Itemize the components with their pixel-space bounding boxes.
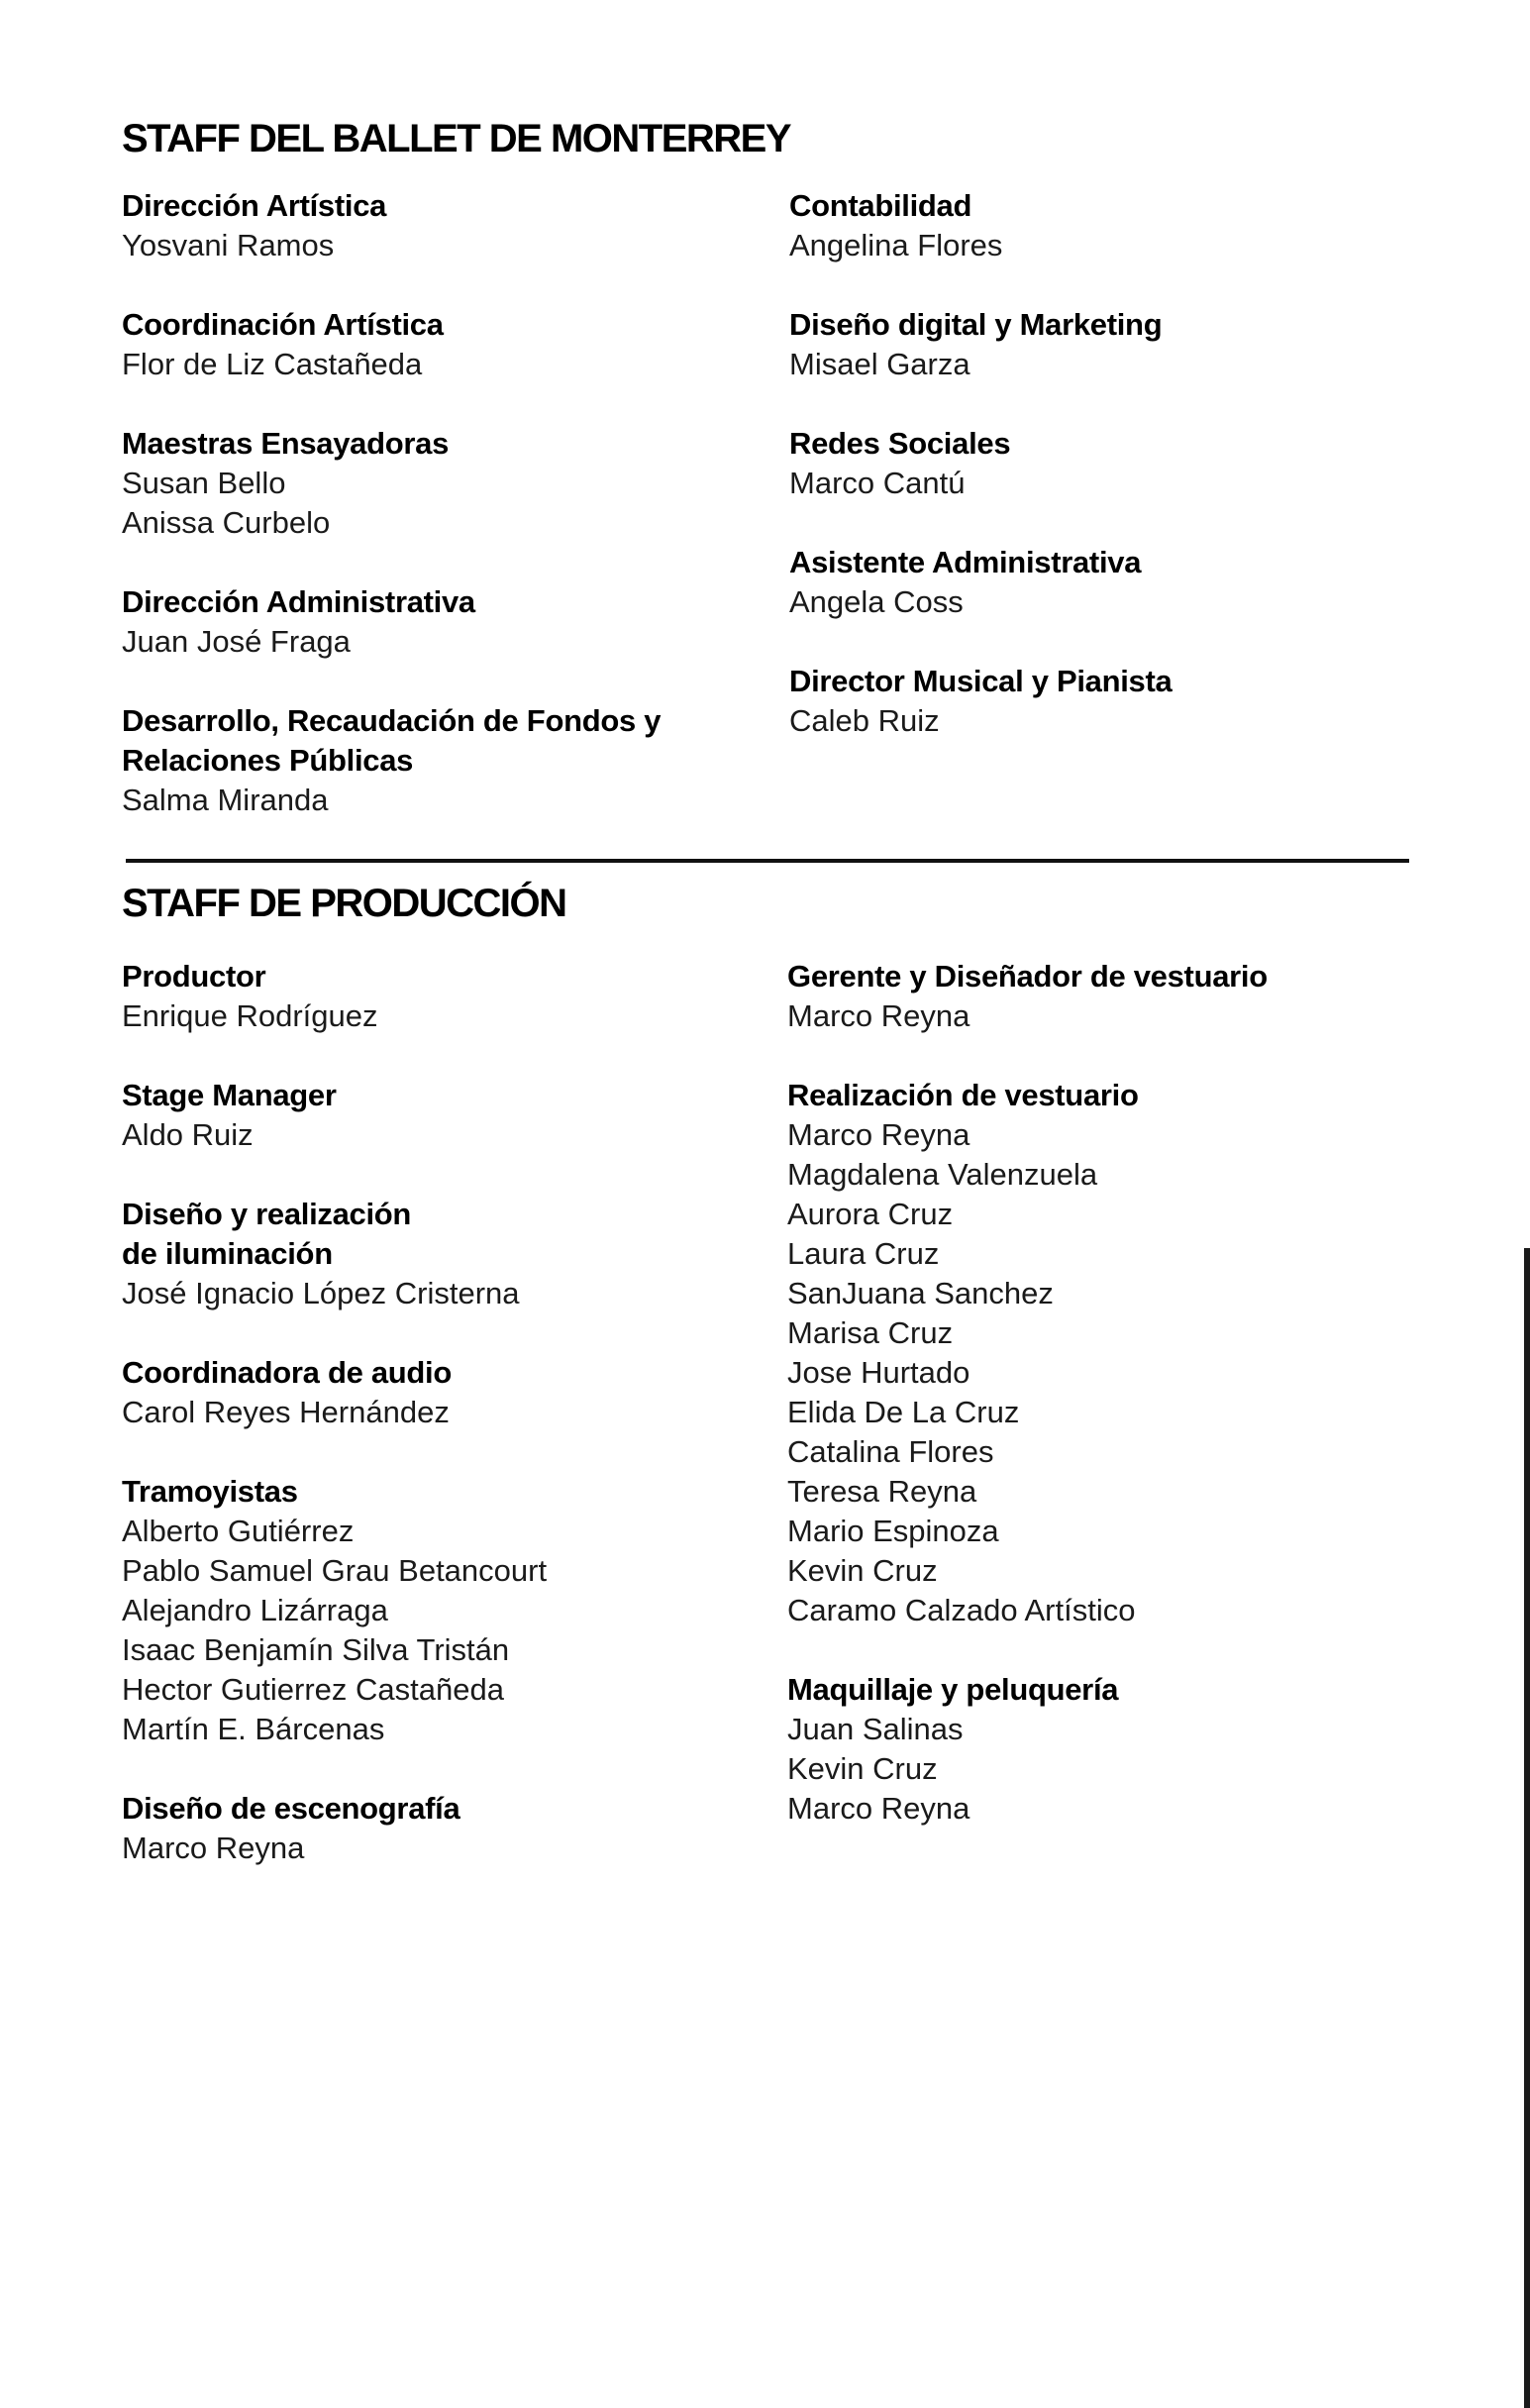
staff-role-line: Tramoyistas xyxy=(122,1474,298,1509)
staff-entry xyxy=(122,186,795,265)
staff-entry xyxy=(122,1789,795,1868)
staff-role-line: Stage Manager xyxy=(122,1078,337,1112)
staff-name: Mario Espinoza xyxy=(787,1514,999,1548)
staff-role xyxy=(789,543,1463,582)
staff-role-line: Maquillaje y peluquería xyxy=(787,1672,1119,1707)
staff-entry xyxy=(122,1195,795,1313)
ballet-staff-left-column xyxy=(122,186,795,820)
staff-name: Alejandro Lizárraga xyxy=(122,1593,388,1627)
staff-name: Kevin Cruz xyxy=(787,1751,938,1786)
staff-entry xyxy=(122,582,795,662)
entry-spacer xyxy=(122,1155,795,1195)
section-divider xyxy=(126,859,1409,863)
staff-role xyxy=(122,1472,795,1512)
staff-entry xyxy=(787,1076,1461,1630)
staff-name: Carol Reyes Hernández xyxy=(122,1395,450,1429)
production-staff-left-column xyxy=(122,957,795,1868)
staff-name: Magdalena Valenzuela xyxy=(787,1157,1098,1192)
staff-name: Marco Reyna xyxy=(787,998,970,1033)
staff-name: Juan Salinas xyxy=(787,1712,964,1746)
staff-role xyxy=(787,957,1461,996)
staff-name: Flor de Liz Castañeda xyxy=(122,347,423,381)
staff-role-line: Director Musical y Pianista xyxy=(789,664,1173,698)
staff-role-line: Productor xyxy=(122,959,266,994)
staff-role xyxy=(787,1076,1461,1115)
staff-entry xyxy=(122,701,795,820)
staff-name: Caramo Calzado Artístico xyxy=(787,1593,1136,1627)
staff-name: Aurora Cruz xyxy=(787,1197,954,1231)
entry-spacer xyxy=(122,543,795,582)
staff-role-line: Diseño digital y Marketing xyxy=(789,307,1163,342)
staff-name: Kevin Cruz xyxy=(787,1553,938,1588)
staff-role-line: Desarrollo, Recaudación de Fondos y xyxy=(122,703,662,738)
staff-role xyxy=(789,305,1463,345)
staff-entry xyxy=(122,305,795,384)
entry-spacer xyxy=(122,265,795,305)
entry-spacer xyxy=(122,1749,795,1789)
staff-role xyxy=(122,582,795,622)
entry-spacer xyxy=(787,1036,1461,1076)
ballet-staff-right-column xyxy=(789,186,1463,741)
staff-role xyxy=(122,701,795,781)
entry-spacer xyxy=(789,384,1463,424)
staff-name: Caleb Ruiz xyxy=(789,703,940,738)
staff-role xyxy=(789,424,1463,464)
staff-name: Marisa Cruz xyxy=(787,1315,954,1350)
staff-name: Salma Miranda xyxy=(122,783,329,817)
entry-spacer xyxy=(122,662,795,701)
entry-spacer xyxy=(122,1313,795,1353)
staff-name: Catalina Flores xyxy=(787,1434,994,1469)
staff-name: Aldo Ruiz xyxy=(122,1117,254,1152)
staff-role xyxy=(122,186,795,226)
staff-role xyxy=(122,305,795,345)
staff-role xyxy=(122,424,795,464)
entry-spacer xyxy=(122,1036,795,1076)
staff-name: José Ignacio López Cristerna xyxy=(122,1276,520,1310)
staff-role-line: Coordinadora de audio xyxy=(122,1355,452,1390)
entry-spacer xyxy=(122,384,795,424)
staff-role xyxy=(122,1076,795,1115)
staff-entry xyxy=(789,543,1463,622)
staff-name: Marco Reyna xyxy=(787,1791,970,1826)
staff-name: Angela Coss xyxy=(789,584,964,619)
staff-entry xyxy=(122,957,795,1036)
staff-name: Enrique Rodríguez xyxy=(122,998,378,1033)
staff-name: Alberto Gutiérrez xyxy=(122,1514,355,1548)
staff-role-line: Diseño y realización xyxy=(122,1197,412,1231)
staff-entry xyxy=(789,186,1463,265)
staff-entry xyxy=(787,957,1461,1036)
staff-name: Yosvani Ramos xyxy=(122,228,335,262)
staff-entry xyxy=(789,424,1463,503)
staff-role-line: Asistente Administrativa xyxy=(789,545,1142,579)
entry-spacer xyxy=(789,503,1463,543)
staff-name: Elida De La Cruz xyxy=(787,1395,1020,1429)
staff-role xyxy=(122,957,795,996)
staff-name: Hector Gutierrez Castañeda xyxy=(122,1672,504,1707)
staff-entry xyxy=(122,424,795,543)
staff-name: Laura Cruz xyxy=(787,1236,940,1271)
page-edge-bar xyxy=(1524,1248,1530,2408)
entry-spacer xyxy=(789,265,1463,305)
production-staff-title: STAFF DE PRODUCCIÓN xyxy=(122,882,566,925)
staff-role-line: Realización de vestuario xyxy=(787,1078,1139,1112)
staff-role xyxy=(787,1670,1461,1710)
staff-entry xyxy=(789,305,1463,384)
staff-name: Marco Reyna xyxy=(122,1831,305,1865)
staff-role-line: Redes Sociales xyxy=(789,426,1011,461)
staff-name: Teresa Reyna xyxy=(787,1474,977,1509)
staff-name: Marco Cantú xyxy=(789,466,966,500)
staff-role xyxy=(122,1195,795,1274)
staff-role-line: Dirección Artística xyxy=(122,188,387,223)
entry-spacer xyxy=(787,1630,1461,1670)
staff-name: Martín E. Bárcenas xyxy=(122,1712,385,1746)
staff-entry xyxy=(789,662,1463,741)
staff-entry xyxy=(122,1472,795,1749)
staff-role xyxy=(122,1789,795,1829)
ballet-staff-title: STAFF DEL BALLET DE MONTERREY xyxy=(122,117,791,160)
staff-role-line: Contabilidad xyxy=(789,188,972,223)
staff-name: Anissa Curbelo xyxy=(122,505,331,540)
staff-name: Susan Bello xyxy=(122,466,286,500)
staff-entry xyxy=(122,1076,795,1155)
staff-entry xyxy=(122,1353,795,1432)
staff-role-line: Diseño de escenografía xyxy=(122,1791,460,1826)
staff-role-line: de iluminación xyxy=(122,1236,333,1271)
staff-role-line: Relaciones Públicas xyxy=(122,743,414,778)
staff-name: Pablo Samuel Grau Betancourt xyxy=(122,1553,548,1588)
staff-role-line: Gerente y Diseñador de vestuario xyxy=(787,959,1268,994)
entry-spacer xyxy=(789,622,1463,662)
staff-role xyxy=(789,662,1463,701)
staff-role-line: Dirección Administrativa xyxy=(122,584,475,619)
staff-name: Isaac Benjamín Silva Tristán xyxy=(122,1632,510,1667)
staff-name: SanJuana Sanchez xyxy=(787,1276,1054,1310)
staff-name: Misael Garza xyxy=(789,347,970,381)
staff-role xyxy=(122,1353,795,1393)
entry-spacer xyxy=(122,1432,795,1472)
staff-entry xyxy=(787,1670,1461,1829)
production-staff-right-column xyxy=(787,957,1461,1829)
staff-name: Angelina Flores xyxy=(789,228,1003,262)
staff-name: Juan José Fraga xyxy=(122,624,351,659)
staff-role xyxy=(789,186,1463,226)
staff-name: Jose Hurtado xyxy=(787,1355,970,1390)
staff-role-line: Coordinación Artística xyxy=(122,307,444,342)
staff-role-line: Maestras Ensayadoras xyxy=(122,426,450,461)
staff-name: Marco Reyna xyxy=(787,1117,970,1152)
